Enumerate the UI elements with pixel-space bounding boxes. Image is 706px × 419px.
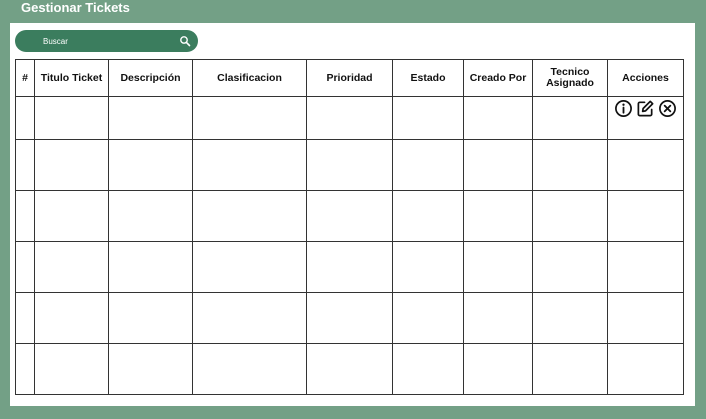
table-cell bbox=[307, 344, 393, 395]
tickets-table bbox=[15, 59, 684, 395]
column-header-title: Titulo Ticket bbox=[35, 60, 109, 97]
column-header-assigned-technician: Tecnico Asignado bbox=[533, 60, 608, 97]
column-header-number: # bbox=[16, 60, 35, 97]
table-header-row bbox=[16, 60, 684, 97]
table-row bbox=[16, 97, 684, 140]
table-cell bbox=[307, 97, 393, 140]
table-cell bbox=[35, 293, 109, 344]
table-row bbox=[16, 191, 684, 242]
search-icon[interactable] bbox=[179, 35, 191, 47]
table-cell bbox=[393, 293, 464, 344]
column-header-priority: Prioridad bbox=[307, 60, 393, 97]
table-cell bbox=[608, 344, 684, 395]
table-cell bbox=[464, 242, 533, 293]
table-cell bbox=[193, 293, 307, 344]
page-title: Gestionar Tickets bbox=[21, 0, 130, 15]
table-cell bbox=[533, 191, 608, 242]
table-cell bbox=[35, 191, 109, 242]
table-cell bbox=[307, 140, 393, 191]
table-cell bbox=[35, 97, 109, 140]
table-cell bbox=[307, 293, 393, 344]
edit-icon[interactable] bbox=[636, 99, 655, 118]
table-cell bbox=[533, 97, 608, 140]
row-actions bbox=[608, 97, 683, 118]
table-cell bbox=[16, 140, 35, 191]
search-bar[interactable] bbox=[15, 30, 198, 52]
table-cell bbox=[393, 242, 464, 293]
table-cell bbox=[608, 293, 684, 344]
table-cell bbox=[393, 191, 464, 242]
table-cell bbox=[193, 344, 307, 395]
table-cell bbox=[109, 344, 193, 395]
table-cell bbox=[464, 140, 533, 191]
table-cell bbox=[393, 97, 464, 140]
table-cell bbox=[193, 97, 307, 140]
table-cell bbox=[109, 242, 193, 293]
column-header-classification: Clasificacion bbox=[193, 60, 307, 97]
table-cell bbox=[307, 242, 393, 293]
table-cell bbox=[35, 140, 109, 191]
table-row bbox=[16, 140, 684, 191]
table-cell bbox=[533, 293, 608, 344]
delete-icon[interactable] bbox=[658, 99, 677, 118]
column-header-status: Estado bbox=[393, 60, 464, 97]
table-cell bbox=[109, 140, 193, 191]
table-cell bbox=[464, 293, 533, 344]
tickets-panel bbox=[10, 23, 695, 406]
table-cell bbox=[464, 97, 533, 140]
table-cell bbox=[16, 344, 35, 395]
table-cell bbox=[464, 191, 533, 242]
table-row bbox=[16, 344, 684, 395]
table-cell bbox=[35, 344, 109, 395]
table-cell bbox=[608, 191, 684, 242]
table-cell bbox=[16, 293, 35, 344]
table-cell bbox=[16, 242, 35, 293]
column-header-created-by: Creado Por bbox=[464, 60, 533, 97]
column-header-actions: Acciones bbox=[608, 60, 684, 97]
table-cell bbox=[193, 242, 307, 293]
table-cell bbox=[393, 140, 464, 191]
table-cell bbox=[393, 344, 464, 395]
table-cell bbox=[193, 140, 307, 191]
table-cell bbox=[464, 344, 533, 395]
actions-cell bbox=[608, 97, 684, 140]
table-cell bbox=[35, 242, 109, 293]
table-cell bbox=[533, 344, 608, 395]
column-header-description: Descripción bbox=[109, 60, 193, 97]
table-cell bbox=[109, 293, 193, 344]
table-cell bbox=[533, 140, 608, 191]
table-row bbox=[16, 293, 684, 344]
table-cell bbox=[193, 191, 307, 242]
search-input[interactable] bbox=[25, 30, 170, 52]
table-cell bbox=[16, 191, 35, 242]
table-cell bbox=[533, 242, 608, 293]
table-cell bbox=[307, 191, 393, 242]
table-cell bbox=[109, 191, 193, 242]
table-cell bbox=[109, 97, 193, 140]
info-icon[interactable] bbox=[614, 99, 633, 118]
table-cell bbox=[608, 242, 684, 293]
table-cell bbox=[16, 97, 35, 140]
table-cell bbox=[608, 140, 684, 191]
table-row bbox=[16, 242, 684, 293]
